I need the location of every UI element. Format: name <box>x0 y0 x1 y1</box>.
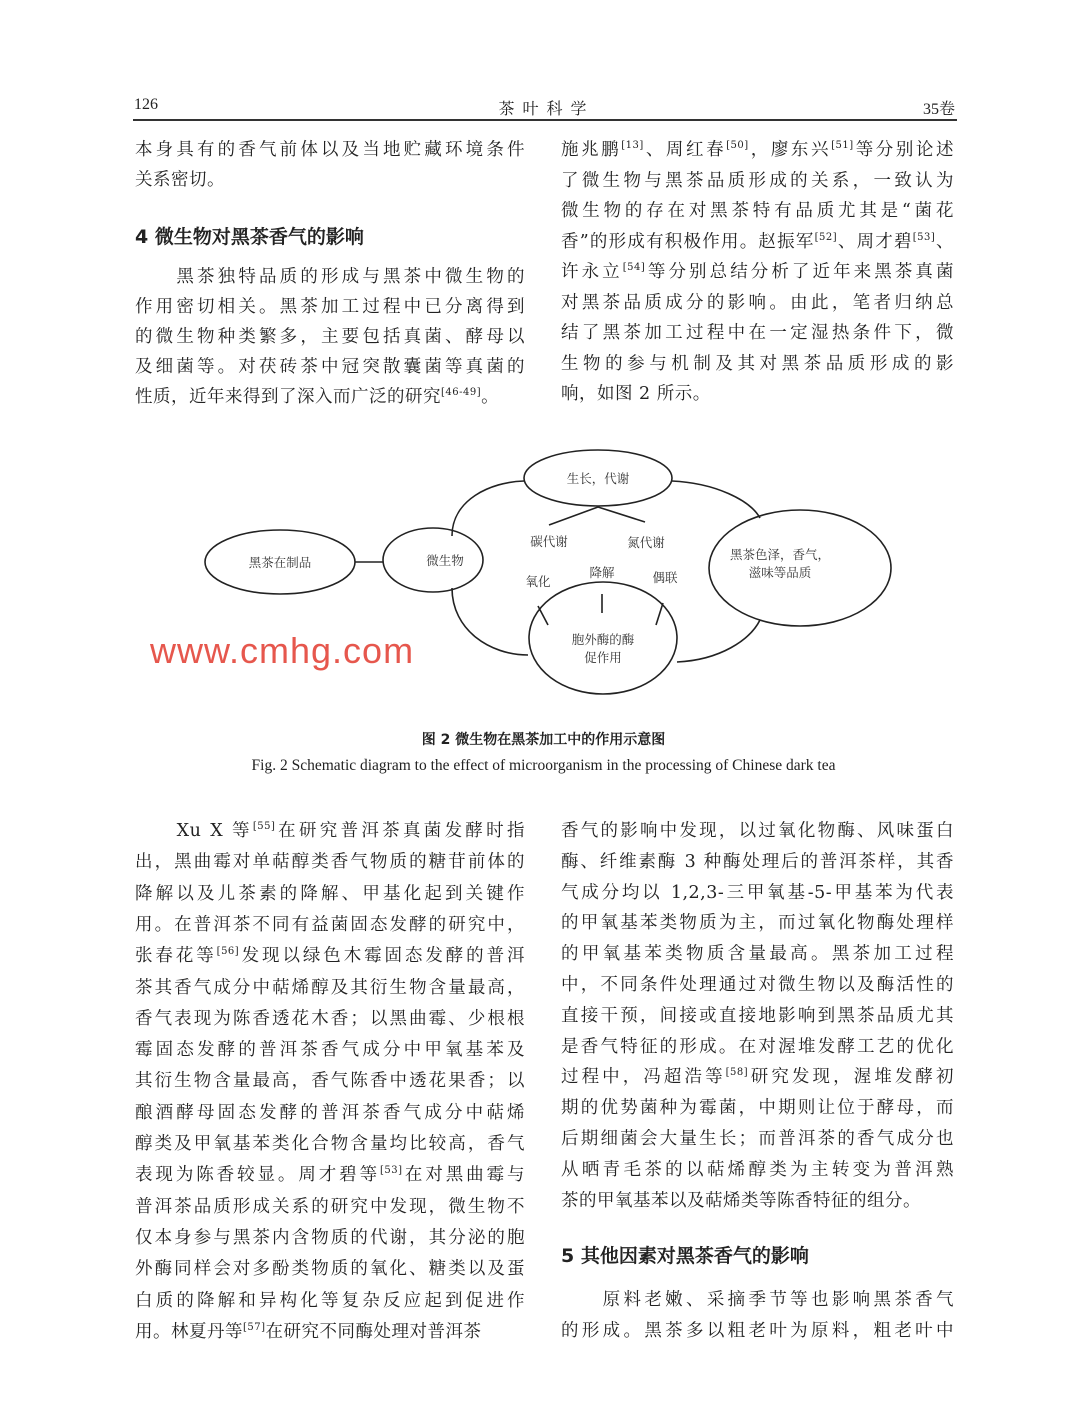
text-line: 其衍生物含量最高，香气陈香中透花果香；以 <box>135 1071 525 1092</box>
link-oxidize <box>538 606 548 625</box>
text-line: 中，不同条件处理通过对微生物以及酶活性的 <box>561 975 954 995</box>
text-span: 。 <box>481 387 500 407</box>
node-quality-label-2: 滋味等品质 <box>748 565 812 580</box>
text-span: 香”的形成有积极作用。赵振军 <box>561 231 815 252</box>
citation: [58] <box>725 1067 749 1079</box>
citation: [53] <box>379 1165 403 1177</box>
text-line: 响，如图 2 所示。 <box>561 384 711 404</box>
text-line: 原料老嫩、采摘季节等也影响黑茶香气 <box>561 1290 954 1310</box>
text-line: 用。在普洱茶不同有益菌固态发酵的研究中， <box>135 914 525 935</box>
text-span: 、 <box>935 231 955 252</box>
arc-enzyme-quality <box>677 620 760 662</box>
text-line: 关系密切。 <box>135 170 225 190</box>
link-couple <box>656 603 663 625</box>
text-line: 的形成。黑茶多以粗老叶为原料，粗老叶中 <box>561 1321 954 1341</box>
journal-title: 茶 叶 科 学 <box>498 101 589 118</box>
text-line: 降解以及儿茶素的降解、甲基化起到关键作 <box>135 883 525 904</box>
text-span: 、周红春 <box>643 140 727 160</box>
text-line: 醇类及甲氧基苯类化合物含量均比较高，香气 <box>135 1134 525 1154</box>
citation: [53] <box>912 231 936 243</box>
text-span: 在研究普洱茶真菌发酵时指 <box>275 821 525 841</box>
label-couple: 偶联 <box>652 570 678 585</box>
text-line: 直接干预，间接或直接地影响到黑茶品质尤其 <box>561 1005 954 1026</box>
citation: [52] <box>814 231 838 243</box>
text-line: 香气的影响中发现，以过氧化物酶、风味蛋白 <box>561 821 954 841</box>
text-line: 茶其香气成分中萜烯醇及其衍生物含量最高， <box>135 977 525 998</box>
text-line: 从晒青毛茶的以萜烯醇类为主转变为普洱熟 <box>561 1159 954 1180</box>
text-line: 对黑茶品质成分的影响。由此，笔者归纳总 <box>561 292 954 313</box>
text-span: 等分别论述 <box>853 140 954 160</box>
text-line: 本身具有的香气前体以及当地贮藏环境条件 <box>135 140 525 160</box>
arc-microbe-enzyme <box>452 588 528 655</box>
label-carbon: 碳代谢 <box>530 534 568 549</box>
text-span: 在对黑曲霉与 <box>402 1165 526 1186</box>
text-span: 发现以绿色木霉固态发酵的普洱 <box>239 946 526 967</box>
text-line: 后期细菌会大量生长；而普洱茶的香气成分也 <box>561 1129 954 1149</box>
text-line: 作用密切相关。黑茶加工过程中已分离得到 <box>135 297 525 317</box>
text-span: 表现为陈香较显。周才碧等 <box>135 1165 380 1186</box>
text-line: 微生物的存在对黑茶特有品质尤其是“菌花 <box>561 201 954 221</box>
page-number: 126 <box>134 96 158 113</box>
text-line: 出，黑曲霉对单萜醇类香气物质的糖苷前体的 <box>135 852 525 873</box>
text-line: 的甲氧基苯类物质为主，而过氧化物酶处理样 <box>561 913 954 934</box>
text-line: 是香气特征的形成。在对渥堆发酵工艺的优化 <box>561 1036 954 1057</box>
text-line <box>135 819 525 843</box>
text-line <box>135 1163 525 1187</box>
citation: [13] <box>621 140 644 151</box>
branch-nitrogen <box>598 507 645 522</box>
citation: [46-49] <box>441 387 482 398</box>
node-quality-label-1: 黑茶色泽，香气， <box>729 547 831 562</box>
text-line: 结了黑茶加工过程中在一定湿热条件下，微 <box>561 323 954 343</box>
watermark: www.cmhg.com <box>150 630 415 671</box>
text-line: 了微生物与黑茶品质形成的关系，一致认为 <box>561 170 954 191</box>
text-span: Xu X 等 <box>135 821 253 841</box>
citation: [55] <box>252 821 276 832</box>
text-line: 香气表现为陈香透花木香；以黑曲霉、少根根 <box>135 1008 525 1029</box>
citation: [56] <box>216 946 240 958</box>
text-line: 茶的甲氧基苯以及萜烯类等陈香特征的组分。 <box>561 1190 921 1211</box>
text-line: 黑茶独特品质的形成与黑茶中微生物的 <box>135 267 525 287</box>
text-span: 在研究不同酶处理对普洱茶 <box>265 1321 482 1342</box>
figure-caption-cn: 图 2 微生物在黑茶加工中的作用示意图 <box>421 732 666 748</box>
text-span: 等分别总结分析了近年来黑茶真菌 <box>645 262 955 282</box>
citation: [57] <box>243 1321 266 1333</box>
text-span: 用。林夏丹等 <box>135 1321 243 1342</box>
text-line <box>135 944 525 968</box>
citation: [54] <box>622 262 646 273</box>
text-line <box>135 1320 525 1344</box>
label-nitrogen: 氮代谢 <box>627 535 665 550</box>
text-line: 生物的参与机制及其对黑茶品质形成的影 <box>561 353 954 374</box>
text-line: 酶、纤维素酶 3 种酶处理后的普洱茶样，其香 <box>561 851 954 872</box>
text-line: 及细菌等。对茯砖茶中冠突散囊菌等真菌的 <box>135 357 525 377</box>
node-enzyme-label-1: 胞外酶的酶 <box>571 632 635 647</box>
text-line <box>561 1065 954 1089</box>
label-oxidize: 氧化 <box>525 574 551 589</box>
text-line: 白质的降解和异构化等复杂反应起到促进作 <box>135 1290 525 1311</box>
text-line: 普洱茶品质形成关系的研究中发现，微生物不 <box>135 1196 525 1217</box>
text-span: ，廖东兴 <box>748 140 832 160</box>
volume: 35卷 <box>922 101 955 118</box>
citation: [50] <box>726 140 749 151</box>
arc-growth-quality <box>672 481 760 518</box>
text-span: 许永立 <box>561 262 623 282</box>
node-product-label: 黑茶在制品 <box>248 555 312 570</box>
citation: [51] <box>831 140 854 151</box>
text-span: 张春花等 <box>135 946 217 967</box>
label-degrade: 降解 <box>589 565 615 580</box>
figure-caption-en: Fig. 2 Schematic diagram to the effect of microorganism in the processing of Chinese dark tea <box>251 757 836 774</box>
text-span: 过程中，冯超浩等 <box>561 1067 726 1088</box>
node-enzyme-label-2: 促作用 <box>584 650 622 665</box>
text-line: 的微生物种类繁多，主要包括真菌、酵母以 <box>135 327 525 347</box>
text-line: 期的优势菌种为霉菌，中期则让位于酵母，而 <box>561 1098 954 1119</box>
text-line: 酿酒酵母固态发酵的普洱茶香气成分中萜烯 <box>135 1102 525 1123</box>
arc-microbe-growth <box>452 481 524 536</box>
text-span: 、周才碧 <box>837 231 913 252</box>
text-line: 气成分均以 1,2,3-三甲氧基-5-甲基苯为代表 <box>561 882 954 903</box>
text-line: 的甲氧基苯类物质含量最高。黑茶加工过程 <box>561 944 954 965</box>
text-span: 研究发现，渥堆发酵初 <box>748 1067 955 1088</box>
branch-carbon <box>549 507 598 525</box>
text-span: 施兆鹏 <box>561 140 622 160</box>
section-4-heading: 4 微生物对黑茶香气的影响 <box>135 226 364 248</box>
text-line: 仅本身参与黑茶内含物质的代谢，其分泌的胞 <box>135 1227 525 1248</box>
text-span: 性质，近年来得到了深入而广泛的研究 <box>135 387 441 407</box>
node-microbe-label: 微生物 <box>426 553 464 568</box>
section-5-heading: 5 其他因素对黑茶香气的影响 <box>561 1245 809 1267</box>
node-growth-label: 生长，代谢 <box>566 471 630 486</box>
text-line: 霉固态发酵的普洱茶香气成分中甲氧基苯及 <box>135 1040 525 1061</box>
text-line: 外酶同样会对多酚类物质的氧化、糖类以及蛋 <box>135 1259 525 1280</box>
